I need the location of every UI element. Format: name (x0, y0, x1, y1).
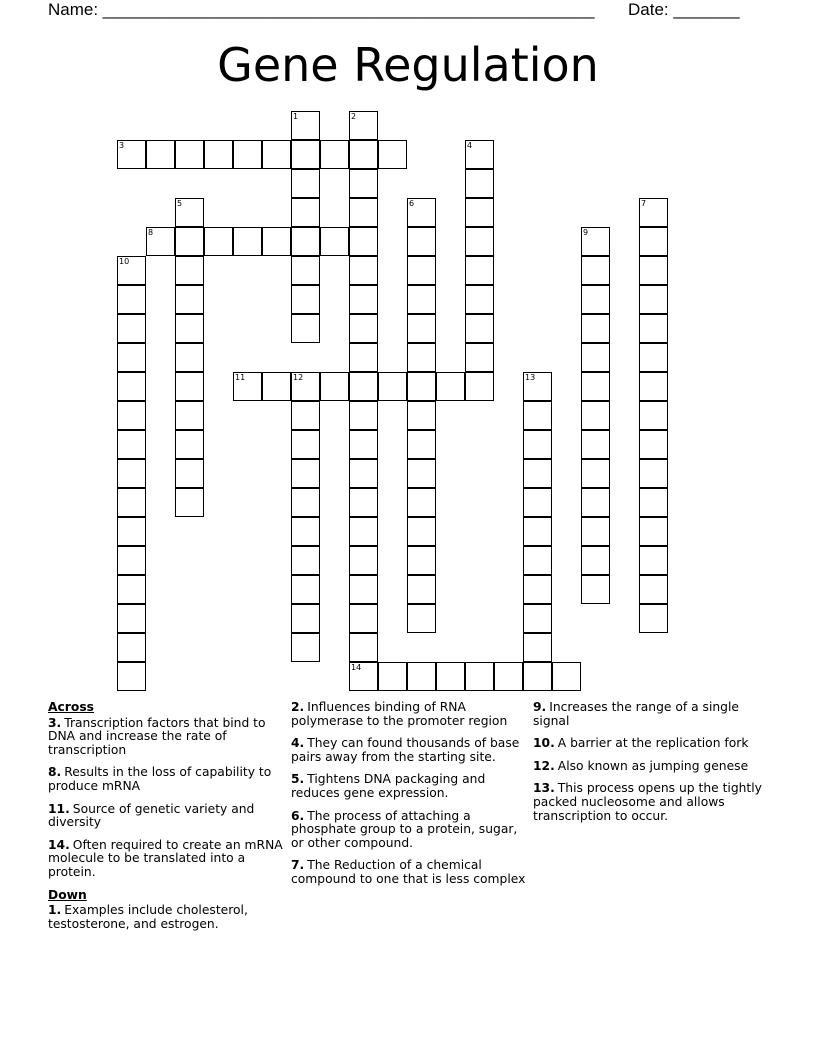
clue-text: Often required to create an mRNA molecule to be translated into a protein. (48, 837, 283, 879)
crossword-cell[interactable] (349, 140, 378, 169)
crossword-cell[interactable] (175, 372, 204, 401)
crossword-cell[interactable] (349, 256, 378, 285)
clue-number: 14. (48, 837, 70, 852)
crossword-cell[interactable] (117, 372, 146, 401)
crossword-cell[interactable] (407, 343, 436, 372)
crossword-cell[interactable] (407, 662, 436, 691)
crossword-cell[interactable] (117, 140, 146, 169)
clue-item (291, 737, 527, 764)
crossword-cell[interactable] (523, 488, 552, 517)
crossword-cell[interactable] (262, 372, 291, 401)
clue-text: Source of genetic variety and diversity (48, 801, 255, 830)
clue-text: Influences binding of RNA polymerase to the promoter region (291, 700, 508, 728)
crossword-cell[interactable] (291, 401, 320, 430)
crossword-cell[interactable] (291, 633, 320, 662)
clues-column-1 (48, 701, 284, 940)
crossword-cell[interactable] (639, 198, 668, 227)
crossword-cell[interactable] (175, 314, 204, 343)
crossword-cell[interactable] (523, 546, 552, 575)
crossword-cell[interactable] (465, 314, 494, 343)
crossword-cell[interactable] (523, 372, 552, 401)
crossword-cell[interactable] (639, 401, 668, 430)
crossword-cell[interactable] (407, 227, 436, 256)
clue-item (48, 803, 284, 830)
crossword-cell[interactable] (581, 401, 610, 430)
crossword-cell[interactable] (523, 575, 552, 604)
crossword-cell[interactable] (436, 662, 465, 691)
crossword-cell[interactable] (465, 372, 494, 401)
crossword-cell[interactable] (407, 401, 436, 430)
clue-item (533, 760, 769, 774)
crossword-cell[interactable] (407, 517, 436, 546)
crossword-cell[interactable] (407, 198, 436, 227)
crossword-cell[interactable] (639, 604, 668, 633)
crossword-cell[interactable] (291, 459, 320, 488)
crossword-cell[interactable] (581, 285, 610, 314)
crossword-cell[interactable] (407, 256, 436, 285)
crossword-cell[interactable] (407, 314, 436, 343)
clue-item (48, 766, 284, 793)
crossword-cell[interactable] (494, 662, 523, 691)
crossword-cell[interactable] (349, 285, 378, 314)
crossword-cell[interactable] (146, 140, 175, 169)
crossword-cell[interactable] (581, 372, 610, 401)
clue-item (48, 904, 284, 931)
crossword-cell[interactable] (639, 459, 668, 488)
crossword-cell[interactable] (117, 662, 146, 691)
clue-number: 6. (291, 808, 305, 823)
crossword-cell[interactable] (349, 430, 378, 459)
clue-number: 9. (533, 700, 547, 714)
clue-number-label: 9 (583, 228, 589, 237)
crossword-cell[interactable] (204, 140, 233, 169)
clue-number: 1. (48, 903, 62, 918)
clue-number-label: 2 (351, 112, 357, 121)
clue-text: Increases the range of a single signal (533, 700, 739, 728)
crossword-cell[interactable] (349, 169, 378, 198)
clue-item (291, 773, 527, 800)
clue-number-label: 8 (148, 228, 154, 237)
crossword-cell[interactable] (320, 227, 349, 256)
crossword-cell[interactable] (523, 604, 552, 633)
clues-column-3 (533, 701, 769, 832)
clue-item (533, 737, 769, 751)
crossword-cell[interactable] (465, 227, 494, 256)
clue-text: A barrier at the replication fork (557, 736, 749, 751)
crossword-cell[interactable] (552, 662, 581, 691)
crossword-cell[interactable] (349, 662, 378, 691)
crossword-cell[interactable] (117, 575, 146, 604)
clue-number: 4. (291, 736, 305, 751)
name-field[interactable]: Name: ____________________________________________________ (48, 0, 595, 19)
crossword-cell[interactable] (465, 140, 494, 169)
crossword-cell[interactable] (407, 488, 436, 517)
clue-text: Transcription factors that bind to DNA and increase the rate of transcription (48, 715, 266, 757)
crossword-cell[interactable] (349, 459, 378, 488)
clue-number-label: 3 (119, 141, 125, 150)
crossword-cell[interactable] (349, 314, 378, 343)
crossword-cell[interactable] (291, 285, 320, 314)
crossword-cell[interactable] (349, 575, 378, 604)
crossword-cell[interactable] (320, 372, 349, 401)
clue-text: This process opens up the tightly packed nucleosome and allows transcription to occur. (533, 781, 762, 823)
crossword-cell[interactable] (639, 227, 668, 256)
clue-item (291, 810, 527, 851)
crossword-cell[interactable] (407, 546, 436, 575)
crossword-cell[interactable] (407, 430, 436, 459)
clue-number: 3. (48, 715, 62, 730)
clue-number: 7. (291, 858, 305, 873)
crossword-cell[interactable] (581, 575, 610, 604)
crossword-cell[interactable] (407, 604, 436, 633)
crossword-cell[interactable] (465, 662, 494, 691)
clues-column-2 (291, 701, 527, 896)
crossword-cell[interactable] (175, 401, 204, 430)
crossword-cell[interactable] (581, 459, 610, 488)
clue-number-label: 7 (641, 199, 647, 208)
clue-number-label: 4 (467, 141, 473, 150)
crossword-cell[interactable] (349, 517, 378, 546)
crossword-cell[interactable] (465, 343, 494, 372)
crossword-cell[interactable] (233, 140, 262, 169)
crossword-cell[interactable] (349, 227, 378, 256)
crossword-cell[interactable] (639, 256, 668, 285)
crossword-cell[interactable] (291, 111, 320, 140)
crossword-cell[interactable] (175, 343, 204, 372)
crossword-cell[interactable] (465, 256, 494, 285)
crossword-cell[interactable] (117, 546, 146, 575)
crossword-cell[interactable] (523, 459, 552, 488)
clue-number-label: 12 (293, 373, 304, 382)
crossword-cell[interactable] (378, 662, 407, 691)
crossword-cell[interactable] (117, 343, 146, 372)
crossword-cell[interactable] (349, 198, 378, 227)
clue-section-heading: Across (48, 700, 94, 714)
clue-item (48, 839, 284, 880)
crossword-cell[interactable] (262, 140, 291, 169)
crossword-cell[interactable] (175, 488, 204, 517)
crossword-cell[interactable] (639, 372, 668, 401)
clue-number-label: 11 (235, 373, 246, 382)
crossword-cell[interactable] (291, 575, 320, 604)
clue-number-label: 10 (119, 257, 130, 266)
crossword-cell[interactable] (465, 285, 494, 314)
clue-item (533, 782, 769, 823)
crossword-cell[interactable] (175, 430, 204, 459)
crossword-cell[interactable] (349, 488, 378, 517)
clue-number: 5. (291, 772, 305, 787)
crossword-cell[interactable] (639, 546, 668, 575)
crossword-cell[interactable] (117, 314, 146, 343)
crossword-cell[interactable] (175, 459, 204, 488)
crossword-cell[interactable] (639, 430, 668, 459)
crossword-cell[interactable] (117, 633, 146, 662)
clue-text: They can found thousands of base pairs away from the starting site. (291, 736, 520, 764)
crossword-cell[interactable] (639, 517, 668, 546)
clue-number-label: 6 (409, 199, 415, 208)
clue-text: The Reduction of a chemical compound to one that is less complex (291, 858, 526, 886)
crossword-cell[interactable] (523, 517, 552, 546)
clue-number: 10. (533, 736, 555, 751)
clue-text: Also known as jumping genese (557, 758, 749, 773)
crossword-cell[interactable] (639, 488, 668, 517)
crossword-cell[interactable] (175, 256, 204, 285)
clue-number: 11. (48, 801, 70, 816)
crossword-cell[interactable] (349, 604, 378, 633)
clue-item (291, 701, 527, 728)
crossword-cell[interactable] (581, 227, 610, 256)
crossword-cell[interactable] (175, 227, 204, 256)
clue-number: 2. (291, 700, 305, 714)
clue-number: 13. (533, 781, 555, 796)
crossword-cell[interactable] (117, 256, 146, 285)
crossword-cell[interactable] (117, 430, 146, 459)
crossword-cell[interactable] (581, 488, 610, 517)
crossword-cell[interactable] (349, 343, 378, 372)
crossword-cell[interactable] (639, 314, 668, 343)
crossword-cell[interactable] (291, 169, 320, 198)
crossword-cell[interactable] (291, 227, 320, 256)
crossword-cell[interactable] (407, 285, 436, 314)
clue-number-label: 14 (351, 663, 362, 672)
crossword-cell[interactable] (349, 401, 378, 430)
crossword-cell[interactable] (262, 227, 291, 256)
clue-text: Examples include cholesterol, testosterone, and estrogen. (48, 903, 248, 931)
crossword-cell[interactable] (291, 198, 320, 227)
clue-number: 12. (533, 758, 555, 773)
crossword-cell[interactable] (349, 633, 378, 662)
crossword-cell[interactable] (291, 256, 320, 285)
clue-item (533, 701, 769, 728)
crossword-cell[interactable] (349, 111, 378, 140)
crossword-cell[interactable] (117, 459, 146, 488)
crossword-cell[interactable] (175, 198, 204, 227)
crossword-cell[interactable] (465, 198, 494, 227)
clue-number-label: 1 (293, 112, 299, 121)
crossword-cell[interactable] (349, 546, 378, 575)
crossword-cell[interactable] (407, 459, 436, 488)
clue-text: Results in the loss of capability to produce mRNA (48, 765, 272, 793)
crossword-cell[interactable] (146, 227, 175, 256)
crossword-cell[interactable] (581, 546, 610, 575)
crossword-cell[interactable] (117, 285, 146, 314)
crossword-cell[interactable] (523, 662, 552, 691)
crossword-cell[interactable] (117, 604, 146, 633)
crossword-cell[interactable] (581, 343, 610, 372)
crossword-cell[interactable] (465, 169, 494, 198)
crossword-cell[interactable] (523, 430, 552, 459)
clue-text: The process of attaching a phosphate group to a protein, sugar, or other compound. (291, 808, 518, 850)
crossword-cell[interactable] (581, 517, 610, 546)
crossword-cell[interactable] (291, 517, 320, 546)
page-title: Gene Regulation (217, 38, 599, 92)
date-field[interactable]: Date: _______ (628, 0, 740, 19)
clue-item (48, 717, 284, 758)
crossword-cell[interactable] (639, 343, 668, 372)
crossword-cell[interactable] (204, 227, 233, 256)
clue-text: Tightens DNA packaging and reduces gene expression. (291, 772, 486, 800)
crossword-cell[interactable] (581, 256, 610, 285)
crossword-cell[interactable] (175, 140, 204, 169)
crossword-cell[interactable] (291, 314, 320, 343)
crossword-cell[interactable] (175, 285, 204, 314)
crossword-cell[interactable] (523, 401, 552, 430)
crossword-cell[interactable] (639, 575, 668, 604)
crossword-cell[interactable] (378, 372, 407, 401)
crossword-cell[interactable] (581, 314, 610, 343)
clue-number-label: 13 (525, 373, 536, 382)
crossword-cell[interactable] (233, 227, 262, 256)
clue-section-heading: Down (48, 887, 87, 902)
crossword-cell[interactable] (117, 517, 146, 546)
crossword-cell[interactable] (523, 633, 552, 662)
crossword-cell[interactable] (291, 430, 320, 459)
crossword-cell[interactable] (117, 488, 146, 517)
crossword-cell[interactable] (349, 372, 378, 401)
crossword-cell[interactable] (291, 140, 320, 169)
crossword-cell[interactable] (291, 604, 320, 633)
crossword-cell[interactable] (291, 546, 320, 575)
crossword-cell[interactable] (436, 372, 465, 401)
crossword-cell[interactable] (639, 285, 668, 314)
crossword-cell[interactable] (291, 488, 320, 517)
clue-number: 8. (48, 765, 62, 780)
crossword-cell[interactable] (320, 140, 349, 169)
clue-item (291, 859, 527, 886)
crossword-cell[interactable] (378, 140, 407, 169)
crossword-cell[interactable] (407, 575, 436, 604)
crossword-cell[interactable] (233, 372, 262, 401)
crossword-cell[interactable] (117, 401, 146, 430)
crossword-cell[interactable] (407, 372, 436, 401)
crossword-cell[interactable] (291, 372, 320, 401)
crossword-cell[interactable] (581, 430, 610, 459)
clue-number-label: 5 (177, 199, 183, 208)
